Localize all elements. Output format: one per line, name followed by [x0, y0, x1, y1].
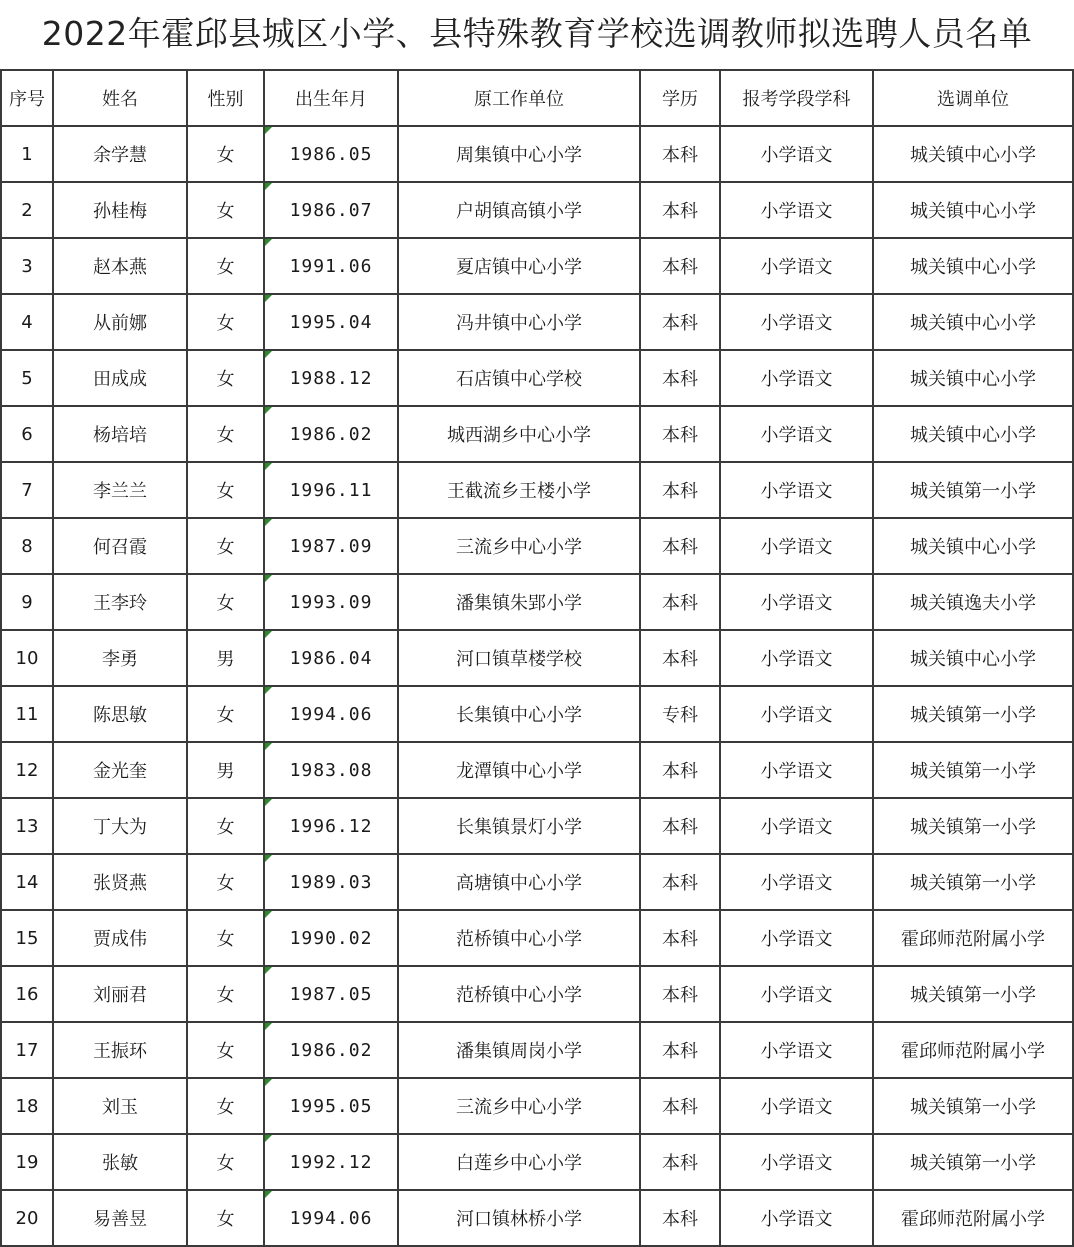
cell-assigned-unit: 城关镇第一小学 — [873, 686, 1073, 742]
cell-original-unit: 范桥镇中心小学 — [398, 966, 640, 1022]
header-subject: 报考学段学科 — [720, 70, 873, 126]
cell-name: 余学慧 — [53, 126, 187, 182]
cell-birth: 1993.09 — [264, 574, 398, 630]
cell-birth: 1987.09 — [264, 518, 398, 574]
cell-education: 本科 — [640, 1022, 720, 1078]
cell-assigned-unit: 霍邱师范附属小学 — [873, 910, 1073, 966]
cell-education: 本科 — [640, 350, 720, 406]
cell-assigned-unit: 城关镇第一小学 — [873, 1134, 1073, 1190]
table-row — [1, 238, 1073, 294]
cell-original-unit: 长集镇景灯小学 — [398, 798, 640, 854]
cell-gender: 女 — [187, 182, 264, 238]
cell-gender: 女 — [187, 966, 264, 1022]
cell-original-unit: 夏店镇中心小学 — [398, 238, 640, 294]
cell-assigned-unit: 城关镇中心小学 — [873, 294, 1073, 350]
cell-education: 本科 — [640, 742, 720, 798]
cell-birth: 1996.11 — [264, 462, 398, 518]
cell-subject: 小学语文 — [720, 910, 873, 966]
cell-gender: 男 — [187, 630, 264, 686]
cell-education: 本科 — [640, 406, 720, 462]
table-body — [1, 126, 1073, 1246]
cell-assigned-unit: 城关镇第一小学 — [873, 966, 1073, 1022]
cell-original-unit: 范桥镇中心小学 — [398, 910, 640, 966]
cell-birth: 1995.05 — [264, 1078, 398, 1134]
cell-birth: 1991.06 — [264, 238, 398, 294]
cell-assigned-unit: 城关镇中心小学 — [873, 406, 1073, 462]
cell-assigned-unit: 城关镇中心小学 — [873, 630, 1073, 686]
cell-birth: 1995.04 — [264, 294, 398, 350]
cell-assigned-unit: 城关镇第一小学 — [873, 798, 1073, 854]
cell-assigned-unit: 城关镇中心小学 — [873, 126, 1073, 182]
cell-index: 4 — [1, 294, 53, 350]
cell-original-unit: 河口镇草楼学校 — [398, 630, 640, 686]
cell-name: 李勇 — [53, 630, 187, 686]
cell-birth: 1989.03 — [264, 854, 398, 910]
table-row — [1, 686, 1073, 742]
cell-assigned-unit: 城关镇第一小学 — [873, 1078, 1073, 1134]
cell-assigned-unit: 城关镇第一小学 — [873, 854, 1073, 910]
header-original-unit: 原工作单位 — [398, 70, 640, 126]
cell-original-unit: 户胡镇高镇小学 — [398, 182, 640, 238]
cell-name: 陈思敏 — [53, 686, 187, 742]
cell-education: 本科 — [640, 238, 720, 294]
cell-index: 3 — [1, 238, 53, 294]
cell-gender: 女 — [187, 126, 264, 182]
cell-index: 14 — [1, 854, 53, 910]
cell-education: 本科 — [640, 798, 720, 854]
cell-original-unit: 王截流乡王楼小学 — [398, 462, 640, 518]
cell-subject: 小学语文 — [720, 966, 873, 1022]
cell-assigned-unit: 城关镇第一小学 — [873, 742, 1073, 798]
cell-gender: 女 — [187, 462, 264, 518]
cell-index: 13 — [1, 798, 53, 854]
cell-assigned-unit: 城关镇中心小学 — [873, 182, 1073, 238]
cell-gender: 女 — [187, 854, 264, 910]
cell-education: 本科 — [640, 462, 720, 518]
table-row — [1, 1022, 1073, 1078]
cell-name: 田成成 — [53, 350, 187, 406]
cell-name: 金光奎 — [53, 742, 187, 798]
cell-name: 张敏 — [53, 1134, 187, 1190]
cell-name: 刘玉 — [53, 1078, 187, 1134]
cell-gender: 男 — [187, 742, 264, 798]
cell-gender: 女 — [187, 1078, 264, 1134]
table-row — [1, 126, 1073, 182]
cell-assigned-unit: 城关镇中心小学 — [873, 518, 1073, 574]
cell-birth: 1990.02 — [264, 910, 398, 966]
cell-original-unit: 石店镇中心学校 — [398, 350, 640, 406]
table-header-row — [1, 70, 1073, 126]
cell-education: 本科 — [640, 1134, 720, 1190]
cell-original-unit: 河口镇林桥小学 — [398, 1190, 640, 1246]
cell-birth: 1986.02 — [264, 406, 398, 462]
cell-subject: 小学语文 — [720, 518, 873, 574]
cell-index: 7 — [1, 462, 53, 518]
cell-subject: 小学语文 — [720, 238, 873, 294]
header-gender: 性别 — [187, 70, 264, 126]
table-row — [1, 966, 1073, 1022]
cell-education: 本科 — [640, 294, 720, 350]
cell-gender: 女 — [187, 574, 264, 630]
table-row — [1, 630, 1073, 686]
cell-gender: 女 — [187, 1022, 264, 1078]
cell-gender: 女 — [187, 238, 264, 294]
cell-original-unit: 长集镇中心小学 — [398, 686, 640, 742]
cell-gender: 女 — [187, 686, 264, 742]
page-title: 2022年霍邱县城区小学、县特殊教育学校选调教师拟选聘人员名单 — [41, 14, 1033, 53]
cell-birth: 1992.12 — [264, 1134, 398, 1190]
cell-education: 本科 — [640, 1190, 720, 1246]
cell-education: 本科 — [640, 518, 720, 574]
cell-name: 从前娜 — [53, 294, 187, 350]
cell-original-unit: 白莲乡中心小学 — [398, 1134, 640, 1190]
header-name: 姓名 — [53, 70, 187, 126]
cell-subject: 小学语文 — [720, 574, 873, 630]
table-row — [1, 294, 1073, 350]
cell-original-unit: 潘集镇周岗小学 — [398, 1022, 640, 1078]
cell-index: 5 — [1, 350, 53, 406]
cell-birth: 1988.12 — [264, 350, 398, 406]
table-row — [1, 1190, 1073, 1246]
cell-index: 17 — [1, 1022, 53, 1078]
cell-assigned-unit: 城关镇第一小学 — [873, 462, 1073, 518]
cell-subject: 小学语文 — [720, 126, 873, 182]
cell-name: 易善昱 — [53, 1190, 187, 1246]
cell-original-unit: 龙潭镇中心小学 — [398, 742, 640, 798]
cell-subject: 小学语文 — [720, 686, 873, 742]
cell-original-unit: 冯井镇中心小学 — [398, 294, 640, 350]
cell-gender: 女 — [187, 1190, 264, 1246]
cell-birth: 1987.05 — [264, 966, 398, 1022]
cell-subject: 小学语文 — [720, 462, 873, 518]
cell-assigned-unit: 城关镇中心小学 — [873, 238, 1073, 294]
cell-name: 何召霞 — [53, 518, 187, 574]
cell-name: 丁大为 — [53, 798, 187, 854]
cell-name: 王振环 — [53, 1022, 187, 1078]
cell-birth: 1994.06 — [264, 1190, 398, 1246]
cell-index: 6 — [1, 406, 53, 462]
cell-assigned-unit: 霍邱师范附属小学 — [873, 1022, 1073, 1078]
teacher-roster-table — [0, 69, 1074, 1247]
cell-name: 杨培培 — [53, 406, 187, 462]
table-row — [1, 1134, 1073, 1190]
cell-index: 8 — [1, 518, 53, 574]
cell-name: 王李玲 — [53, 574, 187, 630]
cell-index: 16 — [1, 966, 53, 1022]
cell-original-unit: 周集镇中心小学 — [398, 126, 640, 182]
cell-subject: 小学语文 — [720, 798, 873, 854]
cell-gender: 女 — [187, 798, 264, 854]
cell-name: 张贤燕 — [53, 854, 187, 910]
header-index: 序号 — [1, 70, 53, 126]
cell-name: 贾成伟 — [53, 910, 187, 966]
cell-birth: 1986.07 — [264, 182, 398, 238]
cell-index: 11 — [1, 686, 53, 742]
cell-original-unit: 三流乡中心小学 — [398, 518, 640, 574]
cell-index: 18 — [1, 1078, 53, 1134]
cell-index: 10 — [1, 630, 53, 686]
cell-subject: 小学语文 — [720, 742, 873, 798]
table-row — [1, 406, 1073, 462]
cell-subject: 小学语文 — [720, 294, 873, 350]
cell-subject: 小学语文 — [720, 406, 873, 462]
table-row — [1, 182, 1073, 238]
table-row — [1, 854, 1073, 910]
cell-original-unit: 潘集镇朱郢小学 — [398, 574, 640, 630]
cell-education: 本科 — [640, 574, 720, 630]
cell-assigned-unit: 城关镇逸夫小学 — [873, 574, 1073, 630]
cell-index: 15 — [1, 910, 53, 966]
table-row — [1, 1078, 1073, 1134]
cell-subject: 小学语文 — [720, 854, 873, 910]
cell-education: 本科 — [640, 182, 720, 238]
cell-subject: 小学语文 — [720, 182, 873, 238]
cell-birth: 1986.02 — [264, 1022, 398, 1078]
table-row — [1, 462, 1073, 518]
cell-education: 本科 — [640, 966, 720, 1022]
cell-education: 本科 — [640, 126, 720, 182]
cell-gender: 女 — [187, 406, 264, 462]
header-education: 学历 — [640, 70, 720, 126]
cell-original-unit: 三流乡中心小学 — [398, 1078, 640, 1134]
cell-education: 本科 — [640, 910, 720, 966]
cell-original-unit: 高塘镇中心小学 — [398, 854, 640, 910]
cell-gender: 女 — [187, 294, 264, 350]
cell-assigned-unit: 霍邱师范附属小学 — [873, 1190, 1073, 1246]
cell-birth: 1996.12 — [264, 798, 398, 854]
cell-index: 9 — [1, 574, 53, 630]
cell-assigned-unit: 城关镇中心小学 — [873, 350, 1073, 406]
cell-index: 1 — [1, 126, 53, 182]
cell-index: 12 — [1, 742, 53, 798]
cell-gender: 女 — [187, 518, 264, 574]
cell-education: 本科 — [640, 630, 720, 686]
cell-name: 孙桂梅 — [53, 182, 187, 238]
cell-subject: 小学语文 — [720, 1022, 873, 1078]
cell-gender: 女 — [187, 350, 264, 406]
cell-index: 2 — [1, 182, 53, 238]
cell-birth: 1986.04 — [264, 630, 398, 686]
table-row — [1, 518, 1073, 574]
cell-name: 李兰兰 — [53, 462, 187, 518]
table-row — [1, 574, 1073, 630]
cell-subject: 小学语文 — [720, 630, 873, 686]
header-birth: 出生年月 — [264, 70, 398, 126]
cell-gender: 女 — [187, 910, 264, 966]
cell-index: 19 — [1, 1134, 53, 1190]
cell-birth: 1983.08 — [264, 742, 398, 798]
cell-birth: 1994.06 — [264, 686, 398, 742]
cell-education: 本科 — [640, 1078, 720, 1134]
cell-subject: 小学语文 — [720, 1190, 873, 1246]
table-row — [1, 910, 1073, 966]
table-row — [1, 798, 1073, 854]
cell-education: 专科 — [640, 686, 720, 742]
header-assigned-unit: 选调单位 — [873, 70, 1073, 126]
cell-name: 赵本燕 — [53, 238, 187, 294]
cell-birth: 1986.05 — [264, 126, 398, 182]
cell-name: 刘丽君 — [53, 966, 187, 1022]
cell-subject: 小学语文 — [720, 1078, 873, 1134]
cell-index: 20 — [1, 1190, 53, 1246]
cell-education: 本科 — [640, 854, 720, 910]
table-row — [1, 742, 1073, 798]
table-row — [1, 350, 1073, 406]
cell-original-unit: 城西湖乡中心小学 — [398, 406, 640, 462]
cell-subject: 小学语文 — [720, 1134, 873, 1190]
cell-gender: 女 — [187, 1134, 264, 1190]
cell-subject: 小学语文 — [720, 350, 873, 406]
